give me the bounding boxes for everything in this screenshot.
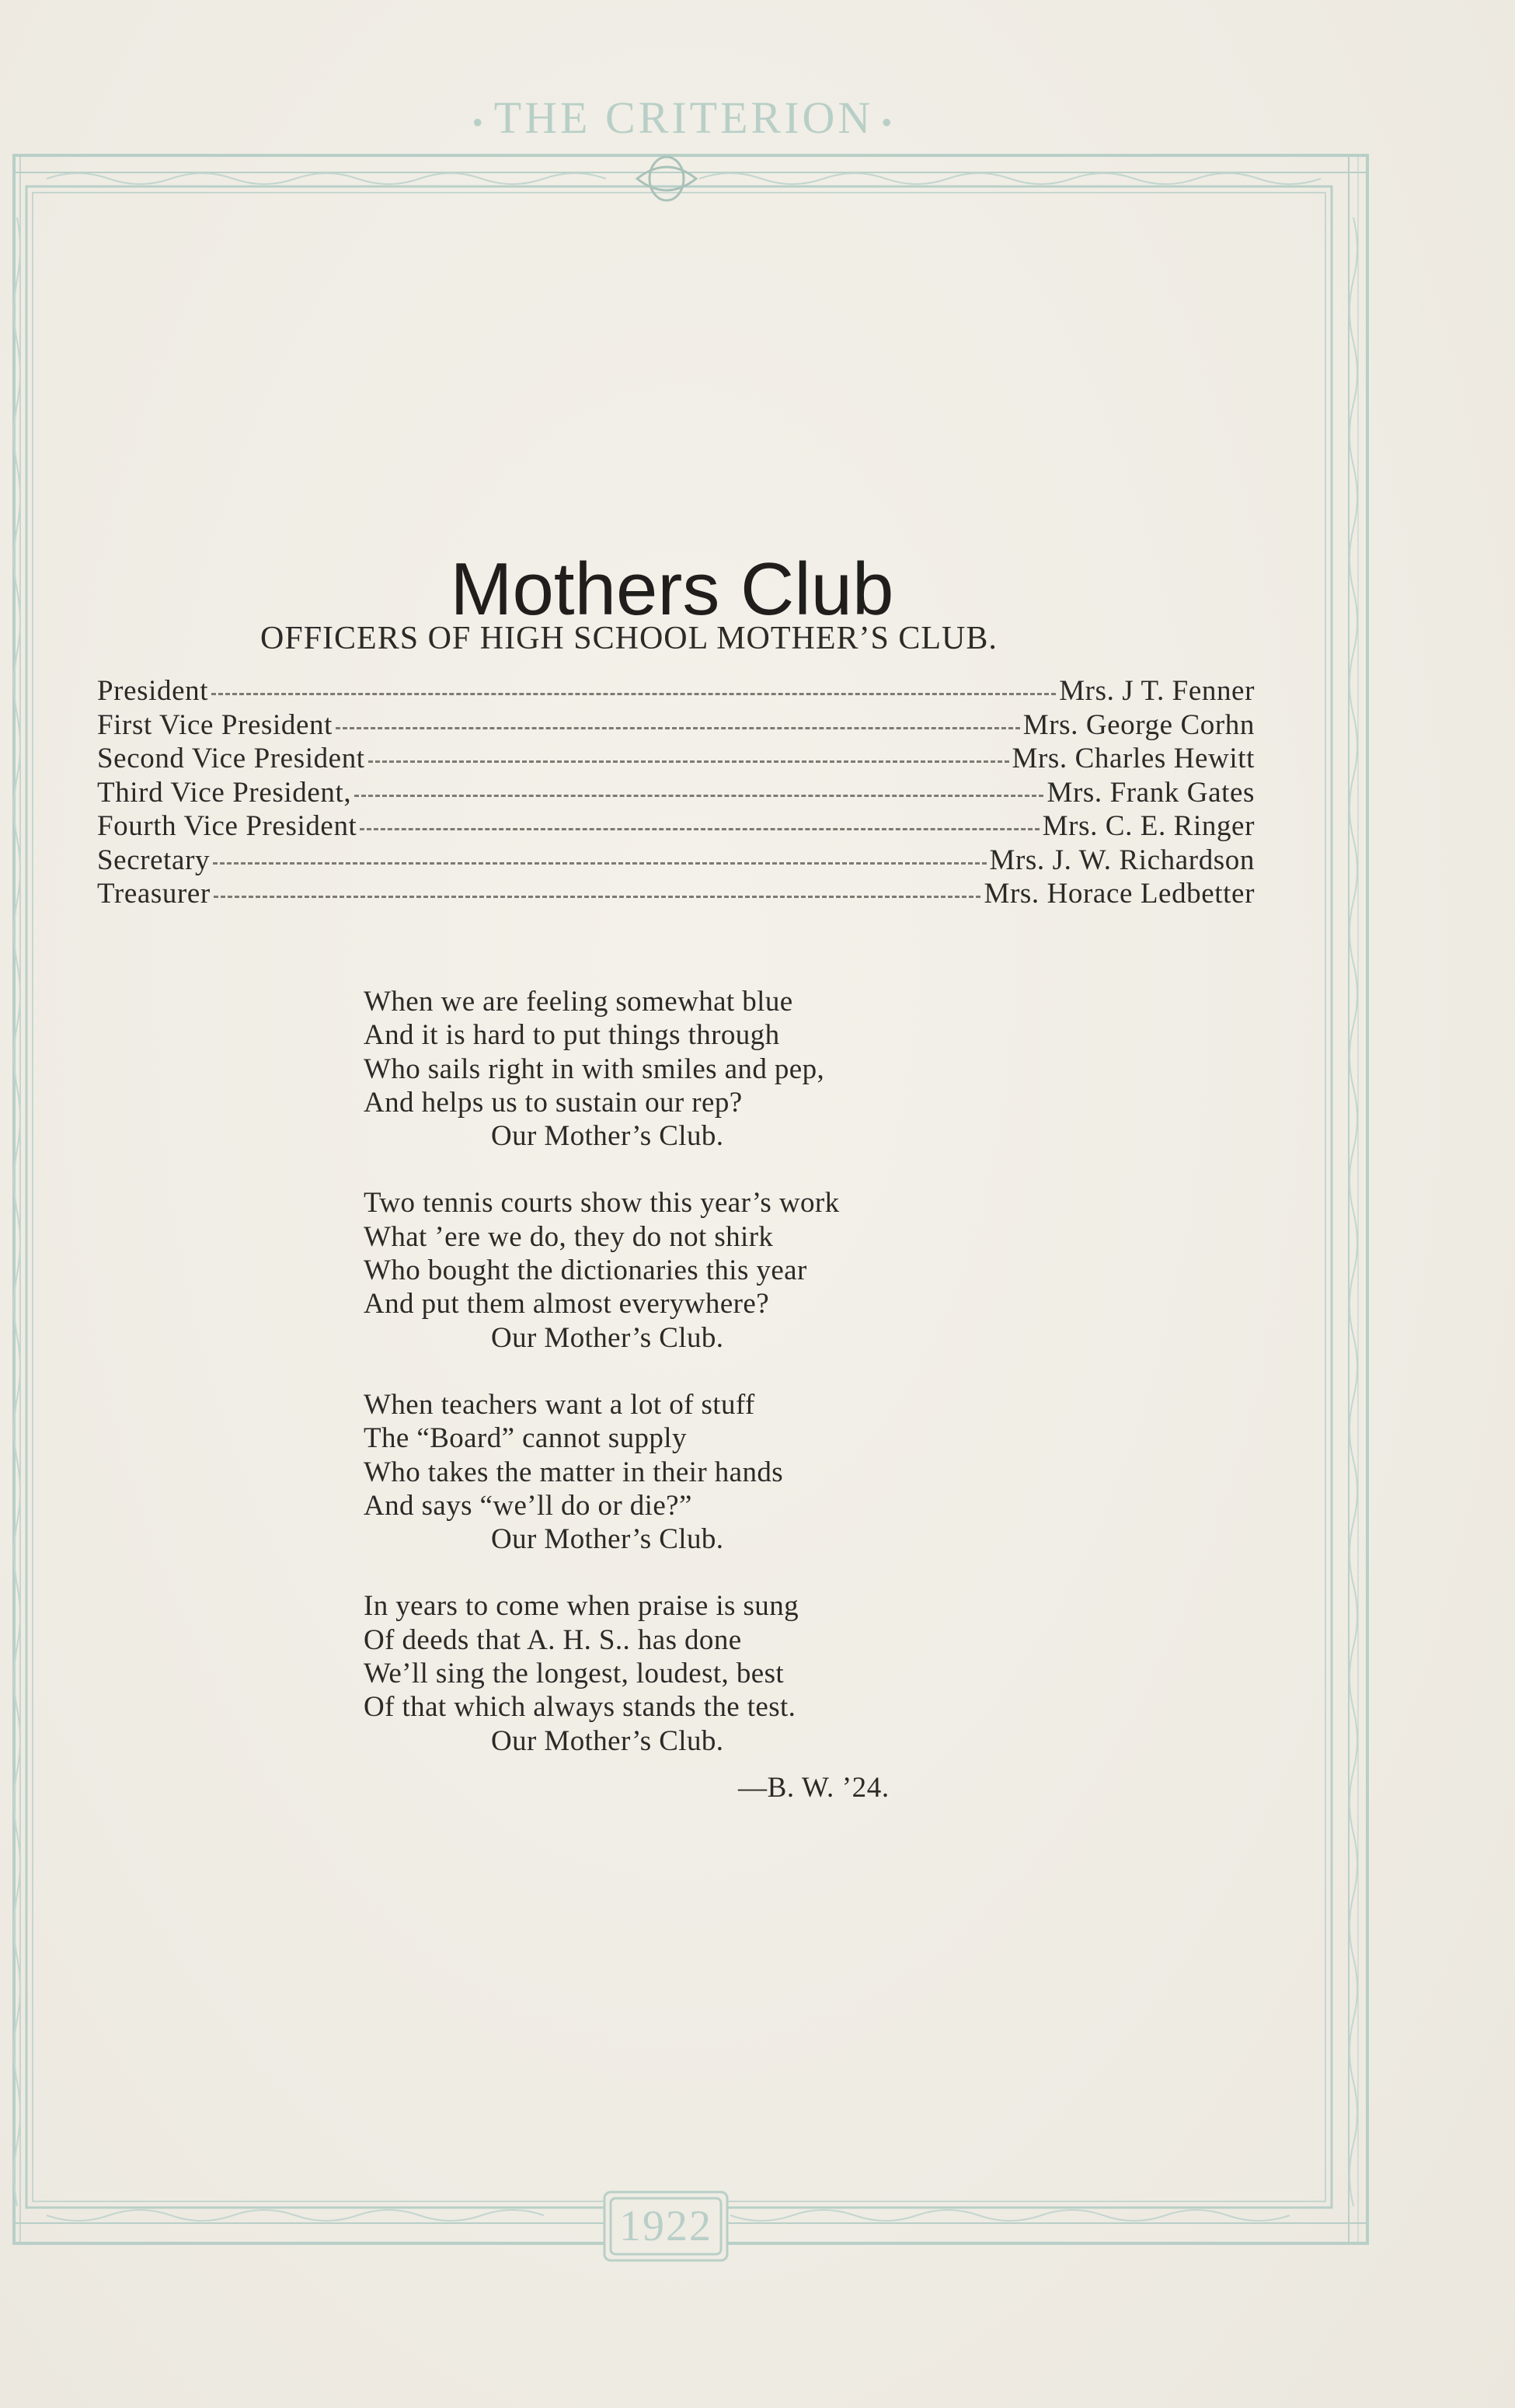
- officer-name: Mrs. J T. Fenner: [1059, 675, 1255, 707]
- poem-stanza: [364, 985, 1063, 1153]
- officer-role: Second Vice President: [97, 743, 365, 774]
- officer-role: Fourth Vice President: [97, 810, 357, 842]
- top-ornament-icon: [637, 157, 696, 200]
- dotted-leader: [213, 862, 986, 865]
- poem-line: When we are feeling somewhat blue: [364, 986, 793, 1018]
- officer-row: [97, 708, 1255, 743]
- ornament-dot-icon: •: [472, 105, 486, 141]
- section-subtitle: OFFICERS OF HIGH SCHOOL MOTHER’S CLUB.: [260, 621, 998, 656]
- poem-line: And helps us to sustain our rep?: [364, 1086, 743, 1119]
- ornament-dot-icon: •: [881, 105, 896, 141]
- poem-refrain: Our Mother’s Club.: [491, 1724, 724, 1757]
- dotted-leader: [336, 727, 1020, 729]
- dotted-leader: [360, 828, 1039, 830]
- poem-refrain: Our Mother’s Club.: [491, 1120, 724, 1153]
- poem-line: Who sails right in with smiles and pep,: [364, 1053, 825, 1085]
- dotted-leader: [214, 896, 981, 898]
- officer-row: [97, 809, 1255, 844]
- officer-name: Mrs. George Corhn: [1022, 708, 1255, 741]
- running-title: THE CRITERION: [493, 92, 874, 143]
- officer-name: Mrs. Charles Hewitt: [1012, 743, 1255, 774]
- poem-line: And it is hard to put things through: [364, 1019, 780, 1052]
- officer-name: Mrs. Frank Gates: [1047, 776, 1255, 809]
- poem-line: Of deeds that A. H. S.. has done: [364, 1623, 742, 1656]
- poem-line: And put them almost everywhere?: [364, 1288, 770, 1321]
- poem-line: When teachers want a lot of stuff: [364, 1388, 755, 1421]
- officer-row: [97, 674, 1255, 708]
- dotted-leader: [368, 760, 1009, 763]
- poem-line: The “Board” cannot supply: [364, 1422, 687, 1455]
- officer-row: [97, 742, 1255, 776]
- officer-name: Mrs. Horace Ledbetter: [984, 878, 1255, 910]
- officers-list: [97, 674, 1255, 911]
- officer-role: First Vice President: [97, 708, 333, 741]
- poem-line: Two tennis courts show this year’s work: [364, 1187, 840, 1220]
- poem-stanza: [364, 1388, 1063, 1556]
- poem-line: Of that which always stands the test.: [364, 1691, 796, 1724]
- officer-role: Secretary: [97, 844, 211, 876]
- officer-role: Third Vice President,: [97, 776, 352, 809]
- officer-name: Mrs. J. W. Richardson: [989, 844, 1255, 876]
- officer-row: [97, 877, 1255, 911]
- dotted-leader: [354, 795, 1043, 797]
- poem-refrain: Our Mother’s Club.: [491, 1321, 724, 1354]
- year-plaque: 1922: [619, 2202, 712, 2250]
- poem-line: We’ll sing the longest, loudest, best: [364, 1658, 785, 1690]
- poem-stanza: [364, 1186, 1063, 1354]
- officer-row: [97, 844, 1255, 878]
- poem-line: Who bought the dictionaries this year: [364, 1254, 807, 1287]
- poem: [364, 985, 1063, 1791]
- dotted-leader: [211, 693, 1056, 695]
- poem-signature: —B. W. ’24.: [738, 1772, 890, 1804]
- poem-refrain: Our Mother’s Club.: [491, 1523, 724, 1556]
- page-title: Mothers Club: [450, 548, 894, 632]
- poem-line: What ’ere we do, they do not shirk: [364, 1220, 774, 1253]
- poem-stanza: [364, 1589, 1063, 1757]
- poem-line: In years to come when praise is sung: [364, 1590, 799, 1623]
- officer-role: Treasurer: [97, 878, 211, 910]
- officer-name: Mrs. C. E. Ringer: [1042, 810, 1255, 842]
- officer-row: [97, 776, 1255, 810]
- officer-role: President: [97, 675, 209, 707]
- poem-line: Who takes the matter in their hands: [364, 1456, 784, 1488]
- poem-line: And says “we’ll do or die?”: [364, 1489, 692, 1522]
